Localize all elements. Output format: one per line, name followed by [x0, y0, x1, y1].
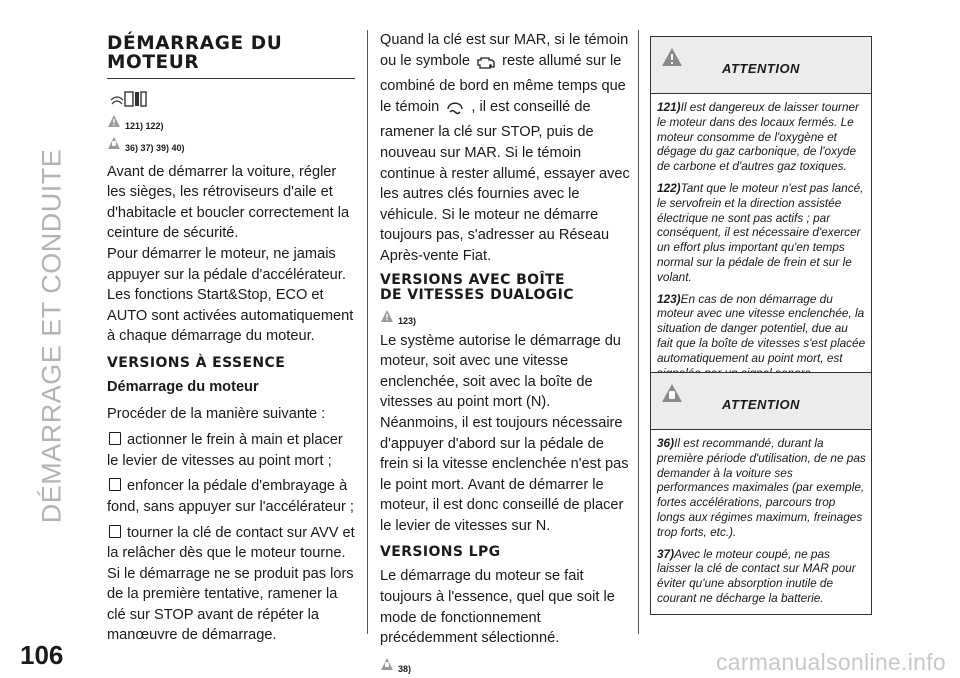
caution-hand-icon	[107, 136, 121, 150]
attention-box-2	[650, 372, 872, 615]
reference-warning-notes: 121) 122)	[107, 114, 357, 132]
column-2	[380, 30, 632, 678]
section-title-lpg: VERSIONS LPG	[380, 544, 501, 561]
column-divider	[638, 30, 639, 634]
watermark: carmanualsonline.info	[715, 649, 946, 675]
attention-item: 122)Tant que le moteur n'est pas lancé, le servofrein et la direction assistée électrique ne sont pas actifs ; par conséquent, il est nécessaire d'exercer un effort plus important qu'en temps normal sur la pédale de frein et sur le volant.	[657, 180, 864, 284]
engine-symbol-icon	[476, 54, 496, 77]
caution-hand-icon	[380, 657, 394, 671]
warning-light-paragraph: Quand la clé est sur MAR, si le témoin ou le symbole reste allumé sur le combiné de bord en même temps que le témoin , il est conseillé de ramener la clé sur STOP, puis de nouveau sur MAR. Si le témoin continue à rester allumé, essayer avec les autres clés fournies avec le véhicule. Si le moteur ne démarre toujours pas, s'adresser au Réseau Après-vente Fiat.	[380, 32, 630, 264]
attention-item: 36)Il est recommandé, durant la première période d'utilisation, de ne pas demander à la voiture ses performances maximales (par exemple, fortes accélérations, parcours trop longs aux régimes maximum, freinages trop forts, etc.).	[657, 436, 866, 539]
lpg-paragraph: Le démarrage du moteur se fait toujours à l'essence, quel que soit le mode de fonctionnement précédemment sélectionné.	[380, 568, 615, 647]
checkbox-bullet-icon	[109, 525, 121, 538]
reference-warning-notes: 123)	[380, 309, 632, 327]
side-chapter-title: DÉMARRAGE ET CONDUITE	[36, 148, 67, 524]
glow-plug-icon	[445, 100, 465, 123]
column-divider	[367, 30, 368, 634]
attention-item: 37)Avec le moteur coupé, ne pas laisser la clé de contact sur MAR pour éviter qu'une absorption inutile de courant ne décharge la batterie.	[657, 546, 856, 605]
warning-triangle-icon	[380, 309, 394, 323]
attention-item: 123)En cas de non démarrage du moteur avec une vitesse enclenchée, la situation de danger potentiel, due au fait que la boîte de vitesses s'est placée automatiquement au point mort, est	[657, 291, 866, 365]
section-title-dualogic: VERSIONS AVEC BOÎTE DE VITESSES DUALOGIC	[380, 271, 574, 303]
intro-paragraph: Les fonctions Start&Stop, ECO et AUTO sont activées automatiquement à chaque démarrage du moteur.	[107, 287, 354, 345]
attention-body	[651, 94, 871, 388]
list-item: actionner le frein à main et placer le levier de vitesses au point mort ;	[107, 432, 343, 469]
reference-caution-notes: 38)	[380, 657, 632, 675]
list-item: enfoncer la pédale d'embrayage à fond, sans appuyer sur l'accélérateur ;	[107, 478, 354, 515]
attention-box-1	[650, 36, 872, 389]
subsection-title: Démarrage du moteur	[107, 378, 259, 395]
fuel-symbols-icon	[109, 89, 357, 110]
attention-body	[651, 430, 871, 614]
section-title-petrol: VERSIONS À ESSENCE	[107, 354, 286, 371]
checkbox-bullet-icon	[109, 478, 121, 491]
dualogic-paragraph: Le système autorise le démarrage du moteur, soit avec une vitesse enclenchée, soit avec la boîte de vitesses au point mort (N). Néanmoins, il est toujours nécessaire d'appuyer d'abord sur la pédale de frein si la vitesse enclenchée n'est pas le point mort. Avant de démarrer le moteur, il est donc conseillé de placer le levier de vitesses sur N.	[380, 332, 629, 534]
closing-paragraph: Si le démarrage ne se produit pas lors de la première tentative, ramener la clé sur STOP avant de répéter la manœuvre de démarrage.	[107, 565, 354, 644]
procedure-intro: Procéder de la manière suivante :	[107, 405, 326, 422]
warning-triangle-icon	[107, 114, 121, 128]
checkbox-bullet-icon	[109, 432, 121, 445]
page-number: 106	[20, 640, 64, 670]
column-1	[107, 30, 357, 646]
list-item: tourner la clé de contact sur AVV et la relâcher dès que le moteur tourne.	[107, 524, 355, 562]
attention-header: ATTENTION	[651, 37, 871, 94]
attention-header: ATTENTION	[651, 373, 871, 430]
page-title: DÉMARRAGE DU MOTEUR	[107, 34, 355, 79]
intro-paragraph: Avant de démarrer la voiture, régler les sièges, les rétroviseurs d'aile et d'habitacle et boucler correctement la ceinture de sécurité.	[107, 163, 350, 242]
attention-item: 121)Il est dangereux de laisser tourner le moteur dans des locaux fermés. Le moteur consomme de l'oxygène et dégage du gaz carbonique, de l'oxyde de carbone et d'autres gaz toxiques.	[657, 100, 859, 174]
reference-caution-notes: 36) 37) 39) 40)	[107, 136, 357, 154]
intro-paragraph: Pour démarrer le moteur, ne jamais appuyer sur la pédale d'accélérateur.	[107, 245, 346, 283]
